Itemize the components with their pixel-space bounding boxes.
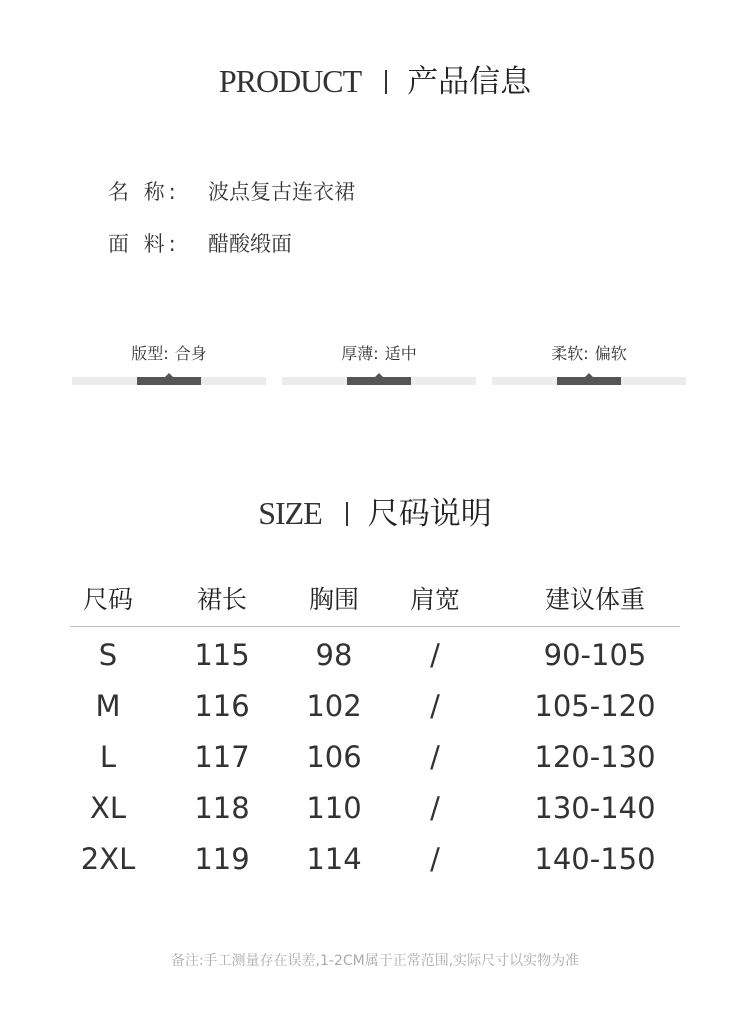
table-cell: 116 [194, 689, 250, 723]
table-cell: 120-130 [534, 740, 656, 774]
table-cell: 118 [194, 791, 250, 825]
table-column-header: 裙长 [196, 585, 247, 614]
table-cell: / [430, 740, 440, 774]
measurement-note: 备注:手工测量存在误差,1-2CM属于正常范围,实际尺寸以实物为准 [170, 953, 580, 969]
attribute-name: 柔软: [551, 344, 589, 363]
title-divider [385, 70, 387, 94]
attribute-name: 厚薄: [341, 344, 379, 363]
table-cell: 106 [306, 740, 362, 774]
product-title-en: PRODUCT [218, 63, 362, 99]
table-cell: XL [89, 791, 127, 825]
table-cell: / [430, 791, 440, 825]
attribute-scale-indicator [557, 377, 621, 385]
product-name-label: 名 称: [108, 180, 180, 204]
table-cell: 2XL [80, 842, 136, 876]
product-section-title [0, 56, 750, 101]
table-column-header: 建议体重 [544, 585, 645, 614]
attribute-scale-indicator [347, 377, 411, 385]
table-cell: 115 [194, 638, 250, 672]
table-column-header: 尺码 [82, 585, 133, 614]
size-title-cn: 尺码说明 [367, 496, 492, 532]
attribute-value: 适中 [384, 344, 417, 363]
size-title-en: SIZE [258, 495, 322, 531]
table-cell: 102 [306, 689, 362, 723]
table-cell: 110 [306, 791, 362, 825]
table-cell: 130-140 [534, 791, 656, 825]
product-title-cn: 产品信息 [407, 64, 532, 100]
attribute-value: 合身 [174, 344, 207, 363]
attribute-value: 偏软 [594, 344, 627, 363]
table-cell: / [430, 689, 440, 723]
table-cell: 105-120 [534, 689, 656, 723]
table-cell: / [430, 842, 440, 876]
table-cell: 119 [194, 842, 250, 876]
table-cell: 98 [315, 638, 353, 672]
table-cell: 90-105 [543, 638, 647, 672]
table-column-header: 胸围 [308, 585, 359, 614]
table-cell: 117 [194, 740, 250, 774]
attribute-label-2 [492, 341, 686, 364]
attribute-label-0 [72, 341, 266, 364]
size-section-title [0, 488, 750, 533]
attribute-scale-indicator [137, 377, 201, 385]
attribute-name: 版型: [131, 344, 169, 363]
table-cell: S [98, 638, 118, 672]
table-header-divider [70, 626, 680, 627]
table-cell: L [99, 740, 117, 774]
table-cell: M [95, 689, 121, 723]
table-cell: 114 [306, 842, 362, 876]
product-fabric-label: 面 料: [108, 232, 180, 256]
table-column-header: 肩宽 [409, 585, 460, 614]
product-fabric-value: 醋酸缎面 [208, 232, 292, 256]
table-cell: 140-150 [534, 842, 656, 876]
title-divider [346, 502, 348, 526]
table-cell: / [430, 638, 440, 672]
product-name-value: 波点复古连衣裙 [208, 180, 355, 204]
product-fabric-row [108, 228, 292, 258]
product-name-row [108, 176, 355, 206]
attribute-label-1 [282, 341, 476, 364]
